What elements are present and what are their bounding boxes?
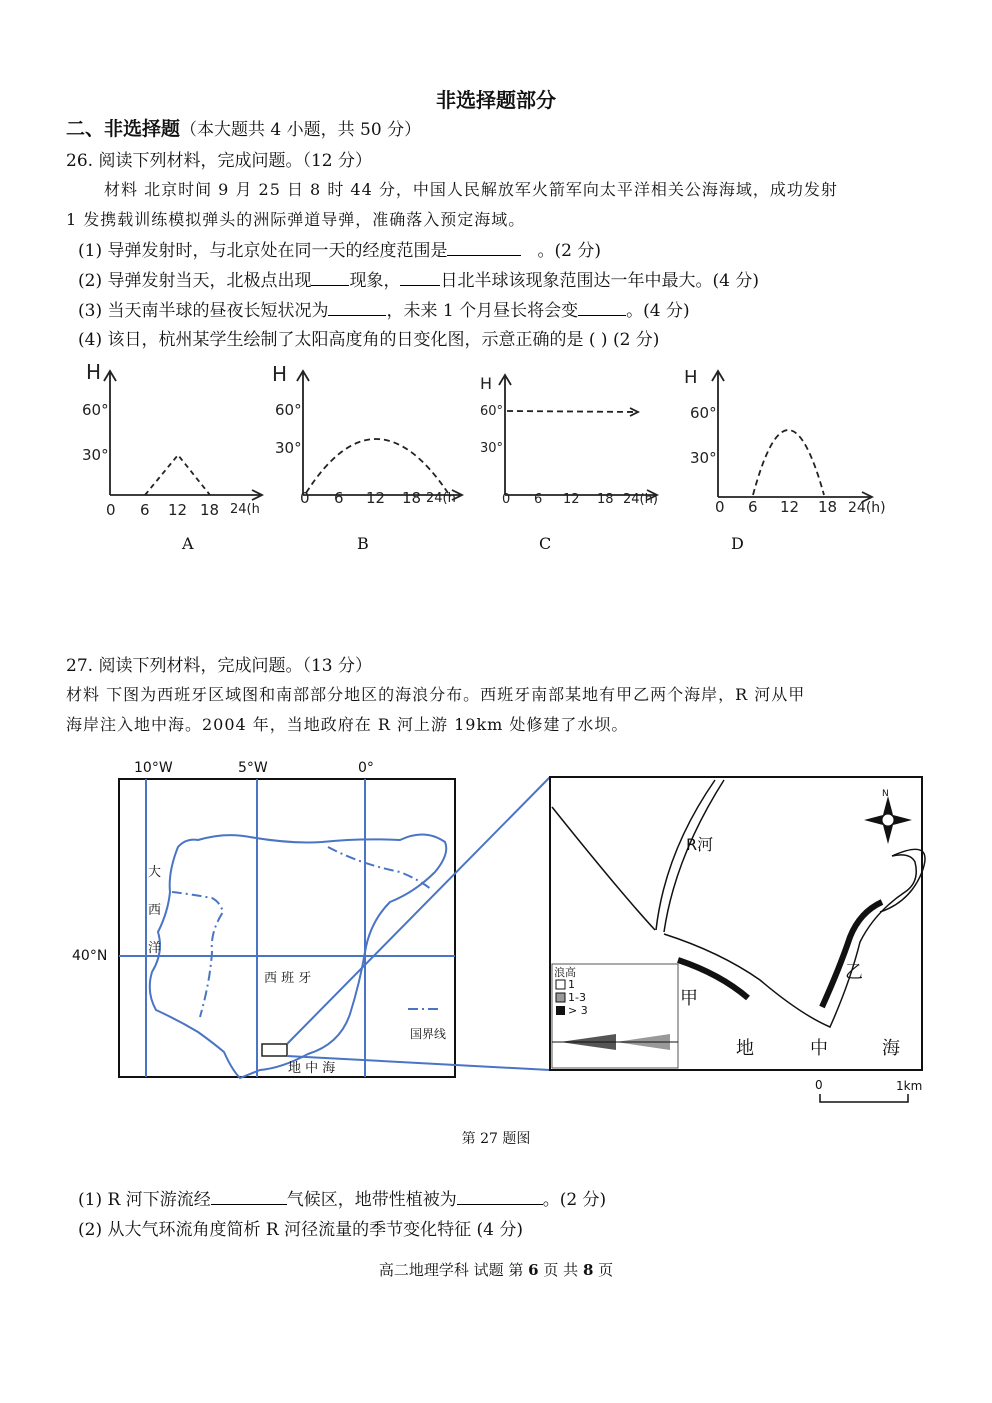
q26-material-line1: 材料 北京时间 9 月 25 日 8 时 44 分，中国人民解放军火箭军向太平洋相关公海海域，成功发射: [104, 180, 838, 199]
lon-label-10w: 10°W: [134, 760, 173, 776]
ocean-label: 大: [148, 865, 162, 880]
q26-sub3-text-b: ，未来 1 个月昼长将会变: [386, 301, 579, 321]
graph-b-xtick: 18: [402, 489, 422, 507]
graph-c-xtick: 12: [563, 492, 580, 507]
section-heading: [66, 114, 421, 141]
graph-d-ylabel: H: [684, 367, 698, 388]
answer-blank[interactable]: [578, 298, 626, 316]
graph-a-xtick: 6: [140, 501, 150, 519]
graph-b-ylabel: H: [272, 362, 288, 386]
q26-sub2-text-b: 现象，: [349, 271, 401, 291]
graph-c-ylabel: H: [480, 374, 493, 393]
graph-a-ytick-30: 30°: [82, 446, 109, 464]
graph-d-xtick: 18: [818, 498, 838, 516]
main-map-frame: [119, 779, 455, 1077]
q27-sub1: [78, 1185, 606, 1210]
footer-page-number: 6: [528, 1261, 539, 1279]
q26-sub4: (4) 该日，杭州某学生绘制了太阳高度角的日变化图，示意正确的是 ( ) (2 分): [78, 330, 660, 350]
graph-b: [297, 371, 462, 500]
footer-suffix: 页: [598, 1261, 614, 1279]
q27-sub1-text-c: 。(2 分): [542, 1190, 607, 1210]
graph-d-ytick-60: 60°: [690, 404, 717, 422]
graph-d: [712, 371, 872, 502]
lon-label-0: 0°: [358, 760, 374, 776]
graph-a-xtick: 0: [106, 501, 116, 519]
river-label: R河: [686, 835, 714, 854]
graph-d-xtick: 0: [715, 498, 725, 516]
figure-caption: 第 27 题图: [461, 1131, 531, 1147]
scale-end: 1km: [896, 1079, 923, 1093]
q26-sub2-text-c: 日北半球该现象范围达一年中最大。(4 分): [440, 271, 759, 291]
spain-map-figure: [60, 752, 940, 1112]
country-label: 西 班 牙: [264, 971, 312, 986]
graph-c-xtick: 18: [597, 492, 614, 507]
q27-material-line1: 材料 下图为西班牙区域图和南部部分地区的海浪分布。西班牙南部某地有甲乙两个海岸，R 河从甲: [66, 685, 806, 704]
footer-mid: 页 共: [543, 1261, 579, 1279]
q26-sub3-text-a: (3) 当天南半球的昼夜长短状况为: [78, 301, 329, 321]
option-a-label: A: [182, 534, 194, 553]
border-france: [328, 847, 432, 890]
river-bank-east: [664, 780, 724, 932]
graph-d-xtick: 12: [780, 498, 800, 516]
q26-sub1-text: (1) 导弹发射时，与北京处在同一天的经度范围是: [78, 241, 448, 261]
inset-sea-label: 地: [736, 1038, 754, 1059]
answer-blank[interactable]: [400, 268, 440, 286]
coast-yi-label: 乙: [845, 962, 863, 983]
coast-jia-label: 甲: [680, 988, 698, 1009]
graph-c: [499, 375, 657, 500]
graph-c-xtick: 0: [502, 492, 511, 507]
q26-sub2: [78, 266, 759, 291]
option-b-label: B: [357, 534, 369, 553]
border-portugal: [172, 892, 223, 1017]
scale-bar: [820, 1094, 908, 1102]
sea-label: 地 中 海: [288, 1061, 336, 1076]
ocean-label: 西: [148, 903, 162, 918]
sun-altitude-graphs: [70, 355, 920, 555]
wave-legend-item: > 3: [568, 1004, 588, 1017]
footer-prefix: 高二地理学科 试题 第: [378, 1261, 524, 1279]
q26-sub1-score: 。(2 分): [537, 241, 601, 261]
wave-legend-title: 浪高: [554, 966, 576, 979]
graph-b-ytick-30: 30°: [275, 439, 302, 457]
graph-d-ytick-30: 30°: [690, 449, 717, 467]
graph-b-ytick-60: 60°: [275, 401, 302, 419]
graph-a-xtick: 12: [168, 501, 188, 519]
graph-c-ytick-30: 30°: [480, 441, 504, 456]
graph-b-xtick: 6: [334, 489, 344, 507]
coast-yi: [822, 902, 882, 1007]
answer-blank[interactable]: [447, 238, 521, 256]
graph-a-ylabel: H: [86, 360, 102, 384]
q27-sub1-text-b: 气候区，地带性植被为: [286, 1190, 457, 1210]
legend-border-label: 国界线: [410, 1027, 447, 1041]
graph-a: [104, 371, 262, 500]
wave-legend-item: 1-3: [568, 991, 586, 1004]
answer-blank[interactable]: [211, 1187, 287, 1205]
footer-total-pages: 8: [582, 1261, 594, 1279]
lon-label-5w: 5°W: [238, 760, 268, 776]
q27-material-line2: 海岸注入地中海。2004 年，当地政府在 R 河上游 19km 处修建了水坝。: [66, 715, 629, 734]
answer-blank[interactable]: [311, 268, 349, 286]
q26-sub3-text-c: 。(4 分): [626, 301, 690, 321]
graph-d-xtick: 6: [748, 498, 758, 516]
graph-c-xtick: 6: [534, 492, 543, 507]
inset-sea-label: 中: [810, 1038, 828, 1059]
compass-icon: [864, 796, 912, 844]
q27-header: 27. 阅读下列材料，完成问题。（13 分）: [66, 656, 372, 676]
scale-zero: 0: [815, 1078, 823, 1092]
graph-c-xtick: 24(h): [623, 492, 658, 507]
graph-b-xtick: 0: [300, 489, 310, 507]
graph-d-xtick: 24(h): [848, 500, 886, 516]
answer-blank[interactable]: [328, 298, 386, 316]
q26-sub1: [78, 236, 601, 261]
page-footer: [0, 1259, 992, 1280]
inset-left-coast: [552, 807, 655, 930]
section-note: （本大题共 4 小题，共 50 分）: [180, 120, 422, 140]
inset-sea-label: 海: [882, 1038, 900, 1059]
lat-label-40n: 40°N: [72, 948, 108, 964]
q26-material-line2: 1 发携载训练模拟弹头的洲际弹道导弹，准确落入预定海域。: [66, 210, 526, 229]
graph-a-ytick-60: 60°: [82, 401, 109, 419]
graph-b-xtick: 12: [366, 489, 386, 507]
ocean-label: 洋: [148, 941, 162, 956]
page-title: 非选择题部分: [436, 88, 556, 112]
inset-coastline: [664, 855, 916, 1027]
q26-sub2-text-a: (2) 导弹发射当天，北极点出现: [78, 271, 312, 291]
q27-sub2: (2) 从大气环流角度简析 R 河径流量的季节变化特征 (4 分): [78, 1220, 523, 1240]
compass-n-label: N: [882, 789, 889, 799]
option-d-label: D: [731, 534, 744, 553]
graph-a-xtick: 18: [200, 501, 220, 519]
graph-c-ytick-60: 60°: [480, 404, 504, 419]
graph-b-xtick: 24(h: [426, 491, 456, 506]
answer-blank[interactable]: [457, 1187, 543, 1205]
option-c-label: C: [539, 534, 552, 553]
wave-legend-item: 1: [568, 978, 575, 991]
q27-sub1-text-a: (1) R 河下游流经: [78, 1190, 211, 1210]
graph-a-xtick: 24(h: [230, 502, 260, 517]
q26-sub3: [78, 296, 690, 321]
q26-header: 26. 阅读下列材料，完成问题。（12 分）: [66, 151, 372, 171]
section-title: 二、非选择题: [66, 118, 181, 140]
